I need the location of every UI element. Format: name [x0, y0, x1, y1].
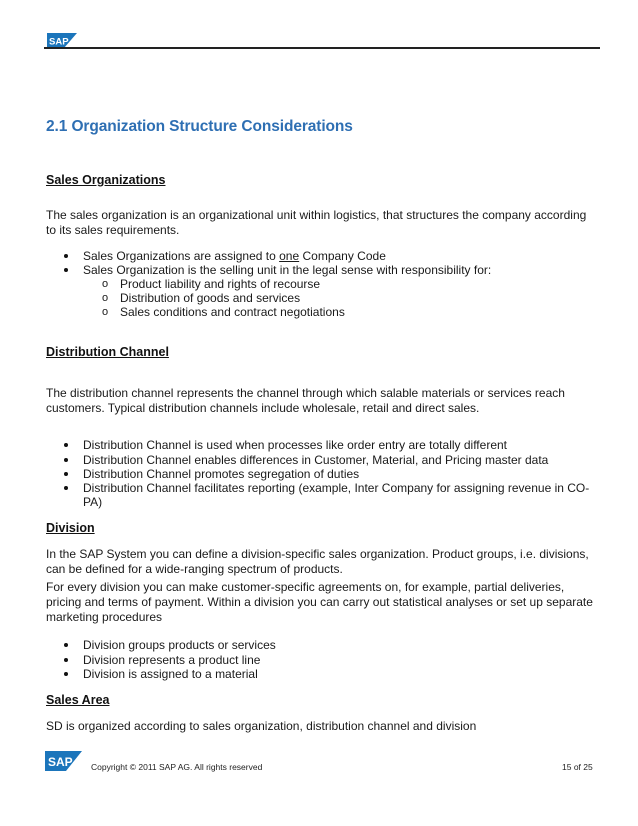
distribution-channel-bullets	[46, 438, 594, 509]
underlined-one: one	[279, 249, 300, 263]
list-item: Division groups products or services	[46, 638, 594, 652]
footer-copyright: Copyright © 2011 SAP AG. All rights reserved	[91, 762, 263, 772]
document-body	[46, 118, 594, 734]
sap-logo-footer	[45, 751, 82, 771]
bullet-icon	[64, 643, 68, 647]
bullet-icon	[64, 472, 68, 476]
list-item: Division represents a product line	[46, 653, 594, 667]
heading-division: Division	[46, 521, 95, 536]
division-paragraph-1: In the SAP System you can define a division-specific sales organization. Product groups, i.e. divisions, can be defined for a wide-ranging spectrum of products.	[46, 547, 589, 577]
heading-distribution-channel: Distribution Channel	[46, 345, 169, 360]
section-title: 2.1 Organization Structure Considerations	[46, 118, 353, 135]
bullet-icon	[64, 458, 68, 462]
sub-list	[83, 277, 594, 319]
circle-bullet-icon: o	[102, 292, 109, 305]
list-item: Distribution Channel facilitates reporting (example, Inter Company for assigning revenue in CO-PA)	[46, 481, 594, 509]
division-bullets	[46, 638, 594, 681]
sales-org-bullets	[46, 249, 594, 319]
sales-area-paragraph: SD is organized according to sales organization, distribution channel and division	[46, 719, 477, 734]
circle-bullet-icon: o	[102, 278, 109, 291]
sub-list-item: o Distribution of goods and services	[102, 291, 301, 306]
sales-org-paragraph: The sales organization is an organizational unit within logistics, that structures the company according to its sales requirements.	[46, 208, 587, 237]
heading-sales-area: Sales Area	[46, 693, 110, 708]
list-item: Distribution Channel promotes segregation of duties	[46, 467, 594, 481]
list-item: Distribution Channel enables differences in Customer, Material, and Pricing master data	[46, 453, 594, 467]
bullet-icon	[64, 658, 68, 662]
list-item: Sales Organization is the selling unit in the legal sense with responsibility for: o Product liability and rights of recourse o Distribution of goods and services o Sales conditions and contract negotiations	[46, 263, 594, 319]
sub-list-item: o Product liability and rights of recourse	[102, 277, 321, 292]
circle-bullet-icon: o	[102, 306, 109, 319]
list-item: Distribution Channel is used when processes like order entry are totally different	[46, 438, 594, 452]
header-rule	[44, 47, 600, 49]
division-paragraph-2: For every division you can make customer-specific agreements on, for example, partial deliveries, pricing and terms of payment. Within a division you can carry out statistical analyses or set up separate marketing procedures	[46, 580, 593, 625]
list-item: Division is assigned to a material	[46, 667, 594, 681]
bullet-icon	[64, 254, 68, 258]
bullet-icon	[64, 268, 68, 272]
bullet-icon	[64, 486, 68, 490]
sap-logo-header	[47, 33, 77, 48]
bullet-icon	[64, 672, 68, 676]
sub-list-item: o Sales conditions and contract negotiations	[102, 305, 345, 320]
logo-text-header: SAP	[49, 36, 69, 48]
logo-text-footer: SAP	[48, 755, 73, 769]
distribution-channel-paragraph: The distribution channel represents the channel through which salable materials or services reach customers. Typical distribution channels include wholesale, retail and direct sales.	[46, 386, 565, 416]
heading-sales-organizations: Sales Organizations	[46, 173, 166, 187]
page-number: 15 of 25	[562, 762, 593, 772]
bullet-icon	[64, 443, 68, 447]
list-item: Sales Organizations are assigned to one Company Code	[46, 249, 594, 263]
